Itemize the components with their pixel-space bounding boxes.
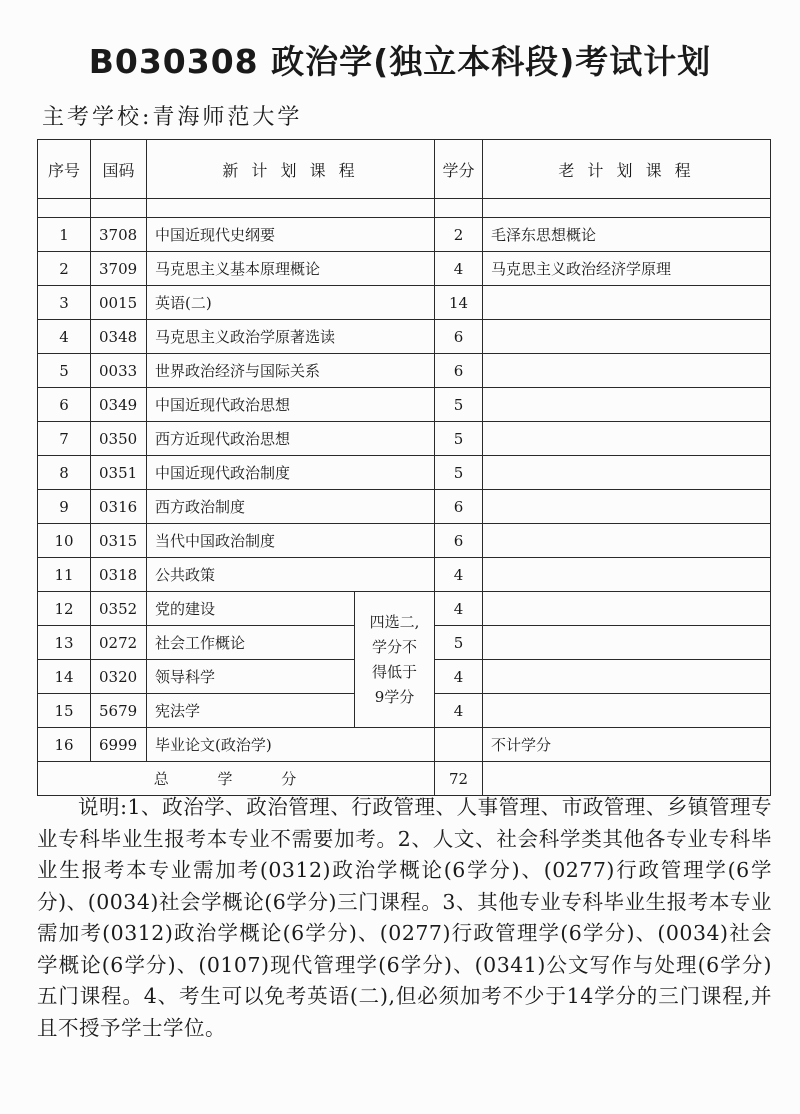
row-code: 0272 bbox=[91, 626, 147, 660]
row-credit: 5 bbox=[435, 422, 483, 456]
spacer-row bbox=[38, 199, 771, 218]
row-credit: 4 bbox=[435, 592, 483, 626]
table-row bbox=[38, 286, 771, 320]
total-label: 总 学 分 bbox=[38, 762, 435, 796]
row-old-course bbox=[483, 354, 771, 388]
row-code: 3709 bbox=[91, 252, 147, 286]
row-seq: 10 bbox=[38, 524, 91, 558]
row-course: 马克思主义基本原理概论 bbox=[147, 252, 435, 286]
row-course: 英语(二) bbox=[147, 286, 435, 320]
row-code: 5679 bbox=[91, 694, 147, 728]
table-row bbox=[38, 524, 771, 558]
table-body bbox=[38, 140, 771, 796]
row-old-course bbox=[483, 524, 771, 558]
row-credit: 4 bbox=[435, 558, 483, 592]
row-course: 宪法学 bbox=[147, 694, 355, 728]
row-credit: 5 bbox=[435, 626, 483, 660]
table-row bbox=[38, 320, 771, 354]
row-code: 0315 bbox=[91, 524, 147, 558]
row-course: 中国近现代史纲要 bbox=[147, 218, 435, 252]
row-old-course bbox=[483, 320, 771, 354]
row-course: 西方近现代政治思想 bbox=[147, 422, 435, 456]
row-course: 社会工作概论 bbox=[147, 626, 355, 660]
row-course: 马克思主义政治学原著选读 bbox=[147, 320, 435, 354]
row-credit: 5 bbox=[435, 456, 483, 490]
table-row bbox=[38, 592, 771, 626]
row-old-course: 毛泽东思想概论 bbox=[483, 218, 771, 252]
header-code: 国码 bbox=[91, 140, 147, 199]
elective-note-line: 得低于 bbox=[372, 662, 418, 681]
row-credit: 2 bbox=[435, 218, 483, 252]
row-old-course bbox=[483, 660, 771, 694]
row-code: 0320 bbox=[91, 660, 147, 694]
table-row bbox=[38, 354, 771, 388]
row-seq: 14 bbox=[38, 660, 91, 694]
table-row bbox=[38, 456, 771, 490]
row-seq: 7 bbox=[38, 422, 91, 456]
row-course: 毕业论文(政治学) bbox=[147, 728, 435, 762]
table-row bbox=[38, 490, 771, 524]
row-code: 0349 bbox=[91, 388, 147, 422]
examining-school: 主考学校:青海师范大学 bbox=[42, 105, 303, 130]
row-code: 0350 bbox=[91, 422, 147, 456]
row-course: 中国近现代政治思想 bbox=[147, 388, 435, 422]
row-credit: 6 bbox=[435, 490, 483, 524]
row-credit: 14 bbox=[435, 286, 483, 320]
table-row bbox=[38, 218, 771, 252]
table-row bbox=[38, 388, 771, 422]
header-old-course: 老 计 划 课 程 bbox=[483, 140, 771, 199]
table-header-row bbox=[38, 140, 771, 199]
total-old-empty bbox=[483, 762, 771, 796]
total-row bbox=[38, 762, 771, 796]
row-credit: 4 bbox=[435, 694, 483, 728]
elective-note-line: 9学分 bbox=[374, 687, 415, 706]
page-title: B030308 政治学(独立本科段)考试计划 bbox=[88, 42, 712, 81]
header-new-course: 新 计 划 课 程 bbox=[147, 140, 435, 199]
exam-plan-table bbox=[37, 139, 771, 796]
row-code: 0033 bbox=[91, 354, 147, 388]
row-seq: 12 bbox=[38, 592, 91, 626]
row-code: 0316 bbox=[91, 490, 147, 524]
row-seq: 3 bbox=[38, 286, 91, 320]
row-course: 当代中国政治制度 bbox=[147, 524, 435, 558]
row-code: 6999 bbox=[91, 728, 147, 762]
row-seq: 1 bbox=[38, 218, 91, 252]
row-credit: 4 bbox=[435, 660, 483, 694]
header-credit: 学分 bbox=[435, 140, 483, 199]
row-code: 0348 bbox=[91, 320, 147, 354]
row-credit: 6 bbox=[435, 524, 483, 558]
row-seq: 13 bbox=[38, 626, 91, 660]
row-code: 3708 bbox=[91, 218, 147, 252]
row-seq: 16 bbox=[38, 728, 91, 762]
row-course: 世界政治经济与国际关系 bbox=[147, 354, 435, 388]
row-credit: 5 bbox=[435, 388, 483, 422]
row-old-course bbox=[483, 694, 771, 728]
elective-note-line: 四选二, bbox=[369, 612, 420, 631]
row-old-course bbox=[483, 286, 771, 320]
row-course: 公共政策 bbox=[147, 558, 435, 592]
row-seq: 8 bbox=[38, 456, 91, 490]
row-old-course bbox=[483, 422, 771, 456]
row-old-course bbox=[483, 388, 771, 422]
row-credit: 4 bbox=[435, 252, 483, 286]
row-seq: 9 bbox=[38, 490, 91, 524]
row-seq: 15 bbox=[38, 694, 91, 728]
elective-note-line: 学分不 bbox=[372, 637, 418, 656]
explanatory-notes bbox=[37, 792, 772, 1044]
row-old-course bbox=[483, 592, 771, 626]
table-row bbox=[38, 558, 771, 592]
row-seq: 2 bbox=[38, 252, 91, 286]
row-seq: 4 bbox=[38, 320, 91, 354]
row-old-course: 马克思主义政治经济学原理 bbox=[483, 252, 771, 286]
row-course: 党的建设 bbox=[147, 592, 355, 626]
elective-note bbox=[355, 592, 435, 728]
row-seq: 5 bbox=[38, 354, 91, 388]
header-seq: 序号 bbox=[38, 140, 91, 199]
table-row bbox=[38, 422, 771, 456]
row-old-course bbox=[483, 456, 771, 490]
total-credit: 72 bbox=[435, 762, 483, 796]
row-old-course bbox=[483, 558, 771, 592]
row-seq: 6 bbox=[38, 388, 91, 422]
table-row bbox=[38, 728, 771, 762]
row-old-course bbox=[483, 626, 771, 660]
row-code: 0015 bbox=[91, 286, 147, 320]
row-credit: 6 bbox=[435, 320, 483, 354]
row-credit: 6 bbox=[435, 354, 483, 388]
row-course: 领导科学 bbox=[147, 660, 355, 694]
row-old-course: 不计学分 bbox=[483, 728, 771, 762]
row-code: 0318 bbox=[91, 558, 147, 592]
row-code: 0352 bbox=[91, 592, 147, 626]
row-seq: 11 bbox=[38, 558, 91, 592]
table-row bbox=[38, 252, 771, 286]
row-code: 0351 bbox=[91, 456, 147, 490]
row-course: 西方政治制度 bbox=[147, 490, 435, 524]
notes-paragraph: 说明:1、政治学、政治管理、行政管理、人事管理、市政管理、乡镇管理专业专科毕业生报考本专业不需要加考。2、人文、社会科学类其他各专业专科毕业生报考本专业需加考(0312)政治学概论(6学分)、(0277)行政管理学(6学分)、(0034)社会学概论(6学分)三门课程。3、其他专业专科毕业生报考本专业需加考(0312)政治学概论(6学分)、(0277)行政管理学(6学分)、(0034)社会学概论(6学分)、(0107)现代管理学(6学分)、(0341)公文写作与处理(6学分)五门课程。4、考生可以免考英语(二),但必须加考不少于14学分的三门课程,并且不授予学士学位。 bbox=[37, 795, 772, 1040]
row-credit bbox=[435, 728, 483, 762]
row-course: 中国近现代政治制度 bbox=[147, 456, 435, 490]
row-old-course bbox=[483, 490, 771, 524]
